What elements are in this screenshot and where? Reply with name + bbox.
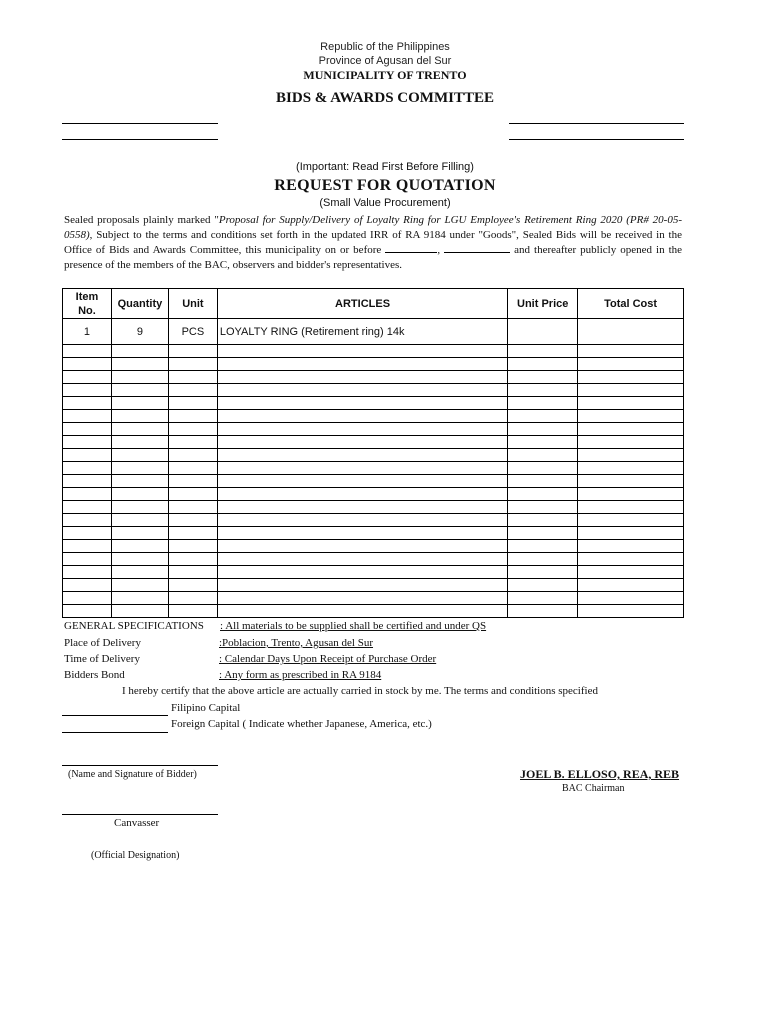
cell-unit-price[interactable] (508, 358, 578, 371)
cell-article[interactable] (217, 475, 507, 488)
col-unit: Unit (168, 289, 217, 319)
cell-article[interactable] (217, 462, 507, 475)
cell-unit-price[interactable] (508, 462, 578, 475)
spec-label-bond: Bidders Bond (64, 669, 125, 681)
cell-article[interactable] (217, 371, 507, 384)
cell-unit-price[interactable] (508, 514, 578, 527)
chairman-name: JOEL B. ELLOSO, REA, REB (520, 767, 680, 781)
cell-unit[interactable] (168, 384, 217, 397)
cell-unit-price[interactable] (508, 345, 578, 358)
cell-quantity[interactable] (111, 384, 168, 397)
cell-total-cost[interactable] (578, 553, 684, 566)
cell-total-cost[interactable] (578, 423, 684, 436)
table-row (63, 605, 684, 618)
official-designation-label: (Official Designation) (91, 850, 180, 861)
header-rule-left-2 (62, 139, 218, 140)
bidder-signature-line[interactable] (62, 765, 218, 766)
cell-article: LOYALTY RING (Retirement ring) 14k (217, 319, 507, 345)
cell-item[interactable] (63, 501, 112, 514)
cell-unit-price[interactable] (508, 553, 578, 566)
table-row (63, 449, 684, 462)
cell-unit-price[interactable] (508, 540, 578, 553)
cell-unit[interactable] (168, 475, 217, 488)
cell-item[interactable] (63, 345, 112, 358)
cell-article[interactable] (217, 358, 507, 371)
cell-quantity[interactable] (111, 436, 168, 449)
cell-unit-price[interactable] (508, 501, 578, 514)
procurement-type: (Small Value Procurement) (319, 197, 451, 209)
cell-item[interactable] (63, 553, 112, 566)
foreign-capital-blank[interactable] (62, 732, 168, 733)
table-row (63, 410, 684, 423)
table-row (63, 527, 684, 540)
cell-quantity[interactable] (111, 397, 168, 410)
cell-item[interactable] (63, 527, 112, 540)
cell-unit-price[interactable] (508, 566, 578, 579)
deadline-blank[interactable] (385, 243, 437, 253)
cell-item[interactable] (63, 540, 112, 553)
cell-unit-price[interactable] (508, 371, 578, 384)
cell-unit-price[interactable] (508, 384, 578, 397)
table-row (63, 566, 684, 579)
items-table (62, 288, 684, 618)
table-row (63, 579, 684, 592)
cell-item[interactable] (63, 579, 112, 592)
cell-item[interactable] (63, 397, 112, 410)
col-item-no: Item No. (63, 289, 112, 319)
cell-unit[interactable] (168, 410, 217, 423)
cell-quantity[interactable] (111, 475, 168, 488)
cell-article[interactable] (217, 540, 507, 553)
col-articles: ARTICLES (217, 289, 507, 319)
table-row (63, 475, 684, 488)
cell-quantity[interactable] (111, 553, 168, 566)
committee-title: BIDS & AWARDS COMMITTEE (276, 90, 494, 106)
table-row (63, 423, 684, 436)
table-row (63, 462, 684, 475)
table-row (63, 514, 684, 527)
table-row (63, 397, 684, 410)
intro-lead: Sealed proposals plainly marked " (64, 214, 219, 226)
cell-total-cost[interactable] (578, 475, 684, 488)
cell-item[interactable] (63, 475, 112, 488)
cell-unit-price[interactable] (508, 410, 578, 423)
cell-article[interactable] (217, 514, 507, 527)
cell-article[interactable] (217, 410, 507, 423)
time-blank[interactable] (444, 243, 510, 253)
filipino-capital-label: Filipino Capital (171, 702, 241, 714)
spec-value-place: :Poblacion, Trento, Agusan del Sur (219, 637, 374, 649)
table-row (63, 319, 684, 345)
document-title: REQUEST FOR QUOTATION (274, 177, 496, 194)
cell-item[interactable] (63, 423, 112, 436)
cell-item[interactable] (63, 592, 112, 605)
cell-total-cost[interactable] (578, 527, 684, 540)
cell-article[interactable] (217, 488, 507, 501)
header-rule-right-1 (509, 123, 684, 124)
cell-article[interactable] (217, 384, 507, 397)
cell-quantity[interactable] (111, 527, 168, 540)
cell-quantity: 9 (111, 319, 168, 345)
intro-body-1: , Subject to the terms and conditions set forth in the updated IRR of RA 9184 under "Goods", Sealed Bids will be received in the Office of Bids and Awards Committee, this municipality on or before (64, 229, 682, 256)
cell-unit[interactable] (168, 449, 217, 462)
cell-unit[interactable] (168, 514, 217, 527)
cell-total-cost[interactable] (578, 371, 684, 384)
cell-quantity[interactable] (111, 579, 168, 592)
cell-total-cost[interactable] (578, 592, 684, 605)
cell-article[interactable] (217, 397, 507, 410)
table-row (63, 592, 684, 605)
spec-value-general: : All materials to be supplied shall be certified and under QS (220, 620, 487, 632)
cell-unit[interactable] (168, 358, 217, 371)
spec-label-general: GENERAL SPECIFICATIONS (64, 620, 204, 632)
cell-item[interactable] (63, 384, 112, 397)
spec-label-place: Place of Delivery (64, 637, 141, 649)
cell-total-cost[interactable] (578, 410, 684, 423)
col-quantity: Quantity (111, 289, 168, 319)
cell-total-cost[interactable] (578, 319, 684, 345)
cell-total-cost[interactable] (578, 358, 684, 371)
header-rule-left-1 (62, 123, 218, 124)
cell-total-cost[interactable] (578, 397, 684, 410)
cell-quantity[interactable] (111, 410, 168, 423)
cell-quantity[interactable] (111, 488, 168, 501)
cell-item[interactable] (63, 462, 112, 475)
col-total-cost: Total Cost (578, 289, 684, 319)
cell-quantity[interactable] (111, 605, 168, 618)
cell-quantity[interactable] (111, 540, 168, 553)
certification-text: I hereby certify that the above article are actually carried in stock by me. The terms and conditions specified (122, 685, 598, 697)
cell-item[interactable] (63, 358, 112, 371)
cell-total-cost[interactable] (578, 540, 684, 553)
cell-unit-price[interactable] (508, 449, 578, 462)
cell-article[interactable] (217, 553, 507, 566)
cell-unit[interactable] (168, 436, 217, 449)
cell-quantity[interactable] (111, 501, 168, 514)
cell-item[interactable] (63, 436, 112, 449)
cell-unit[interactable] (168, 501, 217, 514)
bidder-signature-label: (Name and Signature of Bidder) (68, 769, 197, 780)
col-unit-price: Unit Price (508, 289, 578, 319)
filipino-capital-blank[interactable] (62, 715, 168, 716)
cell-unit-price[interactable] (508, 436, 578, 449)
intro-paragraph: Sealed proposals plainly marked "Proposal for Supply/Delivery of Loyalty Ring for LGU Employee's Retirement Ring 2020 (PR# 20-05-0558), Subject to the terms and conditions set forth in the updated IRR of RA 9184 under "Goods", Sealed Bids will be received in the Office of Bids and Awards Committee, this municipality on or before , and thereafter publicly opened in the presence of the members of the BAC, observers and bidder's representatives. (64, 214, 683, 271)
cell-unit[interactable] (168, 605, 217, 618)
cell-total-cost[interactable] (578, 345, 684, 358)
cell-unit-price[interactable] (508, 475, 578, 488)
table-row (63, 371, 684, 384)
cell-unit[interactable] (168, 540, 217, 553)
cell-quantity[interactable] (111, 462, 168, 475)
spec-value-time: : Calendar Days Upon Receipt of Purchase Order (219, 653, 437, 665)
cell-total-cost[interactable] (578, 488, 684, 501)
canvasser-label: Canvasser (114, 817, 160, 829)
cell-total-cost[interactable] (578, 384, 684, 397)
cell-unit-price[interactable] (508, 592, 578, 605)
cell-item[interactable] (63, 449, 112, 462)
cell-unit-price[interactable] (508, 605, 578, 618)
cell-article[interactable] (217, 579, 507, 592)
cell-total-cost[interactable] (578, 605, 684, 618)
foreign-capital-label: Foreign Capital ( Indicate whether Japanese, America, etc.) (171, 718, 432, 730)
intro-body-2: and thereafter publicly opened in the presence of the members of the BAC, observers and bidder's representatives. (64, 244, 683, 271)
cell-quantity[interactable] (111, 566, 168, 579)
province-line: Province of Agusan del Sur (318, 55, 452, 67)
cell-item[interactable] (63, 371, 112, 384)
cell-article[interactable] (217, 345, 507, 358)
cell-unit[interactable] (168, 566, 217, 579)
table-row (63, 358, 684, 371)
canvasser-signature-line[interactable] (62, 814, 218, 815)
table-header-row (63, 289, 684, 319)
cell-item[interactable] (63, 605, 112, 618)
project-title: Proposal for Supply/Delivery of Loyalty Ring for LGU Employee's Retirement Ring 2020 (PR# 20-05-0558) (64, 214, 682, 241)
cell-article[interactable] (217, 423, 507, 436)
cell-unit-price[interactable] (508, 397, 578, 410)
cell-unit-price[interactable] (508, 488, 578, 501)
cell-unit: PCS (168, 319, 217, 345)
cell-unit[interactable] (168, 592, 217, 605)
cell-item[interactable] (63, 488, 112, 501)
cell-unit-price[interactable] (508, 527, 578, 540)
cell-total-cost[interactable] (578, 449, 684, 462)
cell-quantity[interactable] (111, 449, 168, 462)
cell-article[interactable] (217, 501, 507, 514)
cell-unit[interactable] (168, 397, 217, 410)
cell-unit[interactable] (168, 579, 217, 592)
cell-unit[interactable] (168, 345, 217, 358)
cell-quantity[interactable] (111, 592, 168, 605)
table-row (63, 384, 684, 397)
cell-article[interactable] (217, 449, 507, 462)
cell-total-cost[interactable] (578, 462, 684, 475)
cell-total-cost[interactable] (578, 436, 684, 449)
cell-total-cost[interactable] (578, 501, 684, 514)
cell-article[interactable] (217, 605, 507, 618)
cell-article[interactable] (217, 527, 507, 540)
spec-value-bond: : Any form as prescribed in RA 9184 (219, 669, 382, 681)
table-row (63, 553, 684, 566)
cell-quantity[interactable] (111, 371, 168, 384)
table-row (63, 436, 684, 449)
cell-unit-price[interactable] (508, 319, 578, 345)
cell-item[interactable] (63, 410, 112, 423)
important-note: (Important: Read First Before Filling) (296, 161, 474, 173)
republic-line: Republic of the Philippines (320, 41, 450, 53)
cell-unit-price[interactable] (508, 423, 578, 436)
cell-quantity[interactable] (111, 345, 168, 358)
municipality-line: MUNICIPALITY OF TRENTO (303, 68, 467, 82)
table-row (63, 345, 684, 358)
cell-unit[interactable] (168, 527, 217, 540)
table-row (63, 488, 684, 501)
cell-unit[interactable] (168, 423, 217, 436)
cell-article[interactable] (217, 592, 507, 605)
spec-label-time: Time of Delivery (64, 653, 140, 665)
table-row (63, 540, 684, 553)
cell-article[interactable] (217, 566, 507, 579)
cell-total-cost[interactable] (578, 566, 684, 579)
cell-item: 1 (63, 319, 112, 345)
cell-article[interactable] (217, 436, 507, 449)
cell-unit[interactable] (168, 371, 217, 384)
chairman-title: BAC Chairman (562, 783, 625, 794)
cell-total-cost[interactable] (578, 579, 684, 592)
header-rule-right-2 (509, 139, 684, 140)
cell-quantity[interactable] (111, 358, 168, 371)
table-row (63, 501, 684, 514)
cell-total-cost[interactable] (578, 514, 684, 527)
cell-quantity[interactable] (111, 514, 168, 527)
cell-quantity[interactable] (111, 423, 168, 436)
cell-unit[interactable] (168, 488, 217, 501)
cell-item[interactable] (63, 514, 112, 527)
cell-unit[interactable] (168, 553, 217, 566)
cell-unit[interactable] (168, 462, 217, 475)
cell-unit-price[interactable] (508, 579, 578, 592)
cell-item[interactable] (63, 566, 112, 579)
